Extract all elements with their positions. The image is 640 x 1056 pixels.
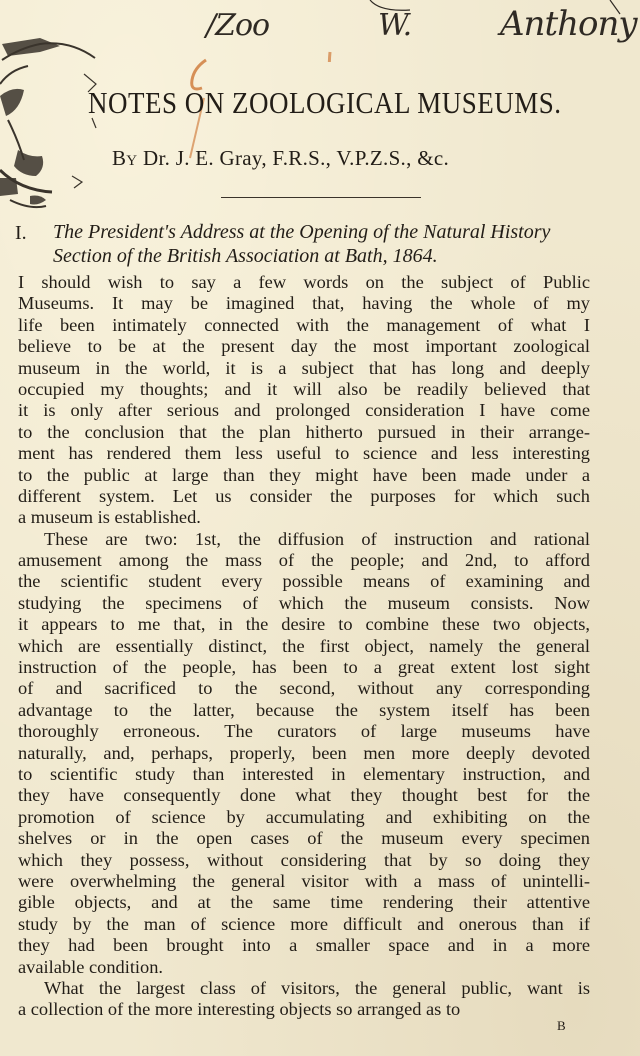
body-line: believe to be at the present day the most important zoological — [18, 336, 590, 357]
body-line: museum in the world, it is a subject that has long and deeply — [18, 357, 590, 378]
body-line: advantage to the latter, because the system itself has been — [18, 699, 590, 720]
subtitle-line: The President's Address at the Opening of the Natural History — [53, 221, 551, 243]
body-line: to scientific study than interested in elementary instruction, and — [18, 763, 590, 784]
body-line: a collection of the more interesting objects so arranged as to — [18, 999, 461, 1020]
body-line: a museum is established. — [18, 507, 201, 528]
body-line: of and sacrificed to the second, without any corresponding — [18, 678, 590, 699]
section-subtitle — [53, 220, 613, 268]
body-line: study by the man of science more difficult and onerous than if — [18, 913, 590, 934]
body-line: to the conclusion that the plan hitherto pursued in their arrange- — [18, 421, 590, 442]
handwritten-annotation — [180, 0, 640, 62]
title-divider — [221, 197, 421, 198]
body-line: they have consequently done what they thought best for the — [18, 785, 590, 806]
body-line: it is only after serious and prolonged consideration I have come — [18, 400, 590, 421]
author-prefix: By — [112, 146, 138, 170]
section-numeral: I. — [15, 222, 27, 244]
body-line: different system. Let us consider the purposes for which such — [18, 485, 590, 506]
author-name: Dr. J. E. Gray, F.R.S., V.P.Z.S., &c. — [143, 146, 450, 170]
body-text — [18, 272, 590, 1021]
body-line: to the public at large than they might have been made under a — [18, 464, 590, 485]
body-line: instruction of the people, has been to a great extent lost sight — [18, 657, 590, 678]
body-line: occupied my thoughts; and it will also be readily believed that — [18, 378, 590, 399]
handwritten-word: /Zoo — [206, 8, 270, 43]
body-line: which are essentially distinct, the first object, namely the general — [18, 635, 590, 656]
body-line: available condition. — [18, 956, 164, 977]
body-line: These are two: 1st, the diffusion of instruction and rational — [44, 528, 590, 549]
body-line: life been intimately connected with the management of what I — [18, 314, 590, 335]
body-line: I should wish to say a few words on the subject of Public — [18, 272, 590, 292]
body-line: it appears to me that, in the desire to combine these two objects, — [18, 614, 590, 635]
body-line: ment has rendered them less useful to science and less interesting — [18, 443, 590, 464]
body-line: promotion of science by accumulating and exhibiting on the — [18, 806, 590, 827]
subtitle-line: Section of the British Association at Bath, 1864. — [53, 245, 438, 267]
body-line: gible objects, and at the same time rendering their attentive — [18, 892, 590, 913]
page-title: NOTES ON ZOOLOGICAL MUSEUMS. — [88, 86, 562, 120]
body-line: What the largest class of visitors, the general public, want is — [44, 977, 590, 998]
body-line: thoroughly erroneous. The curators of large museums have — [18, 721, 590, 742]
body-line: shelves or in the open cases of the museum every specimen — [18, 828, 590, 849]
body-line: amusement among the mass of the people; and 2nd, to afford — [18, 550, 590, 571]
handwritten-word: Anthony — [500, 4, 637, 44]
signature-mark: B — [557, 1018, 566, 1033]
body-line: the scientific student every possible means of examining and — [18, 571, 590, 592]
body-line: naturally, and, perhaps, properly, been men more deeply devoted — [18, 742, 590, 763]
author-line — [112, 146, 449, 171]
body-line: Museums. It may be imagined that, having the whole of my — [18, 293, 590, 314]
body-line: which they possess, without considering that by so doing they — [18, 849, 590, 870]
body-line: were overwhelming the general visitor with a mass of unintelli- — [18, 870, 590, 891]
body-line: they had been brought into a smaller space and in a more — [18, 935, 590, 956]
handwritten-word: W. — [378, 8, 412, 43]
body-line: studying the specimens of which the museum consists. Now — [18, 592, 590, 613]
handwriting-strokes — [180, 0, 640, 62]
